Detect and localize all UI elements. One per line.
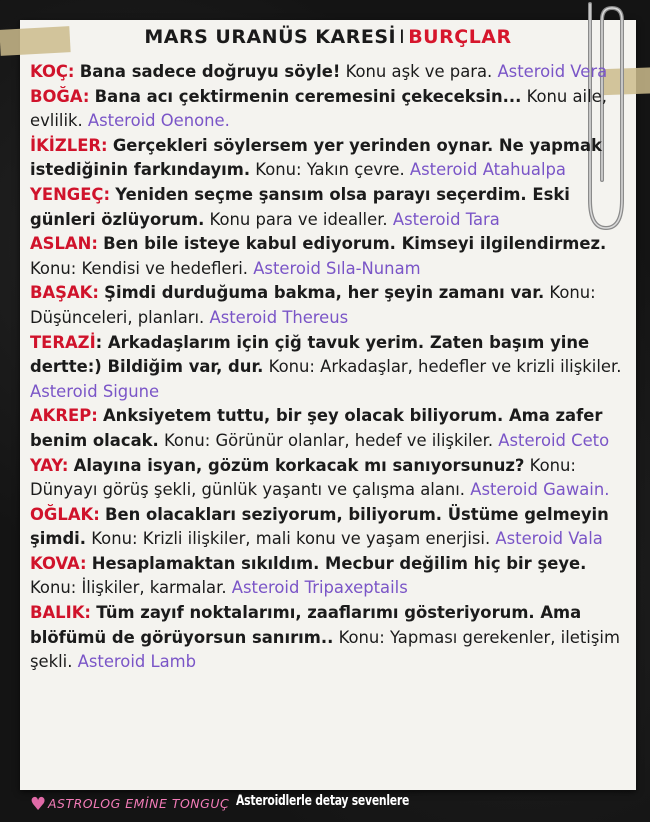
sign-topic: Konu: İlişkiler, karmalar. [30,578,227,598]
sign-entry [30,503,632,552]
sign-name: YENGEÇ: [30,184,111,204]
footer-tagline: Asteroidlerle detay sevenlere [236,793,410,809]
sign-entry [30,552,632,601]
title-separator: I [399,26,406,48]
sign-quote: Hesaplamaktan sıkıldım. Mecbur değilim hiç bir şeye. [91,553,587,573]
sign-entry [30,232,632,281]
heart-icon: ♥ [30,794,47,815]
sign-asteroid: Asteroid Tara [392,209,500,229]
sign-quote: Ben olacakları seziyorum, biliyorum. Üstüme gelmeyin şimdi. [30,504,609,549]
sign-entry [30,281,632,330]
sign-topic: Konu: Düşünceleri, planları. [30,283,596,327]
sign-asteroid: Asteroid Atahualpa [409,160,566,180]
sign-entry [30,60,632,85]
sign-quote: Gerçekleri söylersem yer yerinden oynar. Ne yapmak istediğinin farkındayım. [30,135,602,180]
sign-asteroid: Asteroid Tripaxeptails [231,578,408,598]
sign-name: BALIK: [30,603,91,623]
sign-entry [30,134,632,183]
sign-name: YAY: [30,455,69,475]
sign-quote: Yeniden seçme şansım olsa parayı seçerdim. Eski günleri özlüyorum. [30,184,570,229]
sign-name: AKREP: [30,406,98,426]
sign-asteroid: Asteroid Oenone. [87,111,230,131]
sign-topic: Konu: Yakın çevre. [255,160,405,180]
sign-asteroid: Asteroid Thereus [209,307,349,327]
sign-entry [30,454,632,503]
sign-quote: Tüm zayıf noktalarımı, zaaflarımı gösteriyorum. Ama blöfümü de görüyorsun sanırım.. [30,603,582,647]
sign-topic: Konu: Krizli ilişkiler, mali konu ve yaşam enerjisi. [91,529,491,549]
sign-topic: Konu aile, evlilik. [30,86,607,131]
sign-name: İKİZLER: [30,135,108,155]
author-signature: ASTROLOG EMİNE TONGUÇ [48,796,230,811]
sign-entry [30,404,632,453]
sign-name: KOVA: [30,553,87,573]
sign-asteroid: Asteroid Sıla-Nunam [253,258,421,278]
sign-topic: Konu: Arkadaşlar, hedefler ve krizli ilişkiler. [268,357,622,377]
sign-topic: Konu aşk ve para. [345,62,493,81]
sign-topic: Konu: Yapması gerekenler, iletişim şekli. [30,627,620,672]
sign-topic: Konu: Görünür olanlar, hedef ve ilişkiler. [163,430,494,450]
sign-asteroid: Asteroid Vera [497,62,608,81]
sign-name: BAŞAK: [30,283,99,303]
title-accent: BURÇLAR [408,26,512,48]
sign-list [30,60,632,675]
sign-topic: Konu: Dünyayı görüş şekli, günlük yaşantı ve çalışma alanı. [30,455,576,500]
sign-asteroid: Asteroid Gawain. [470,480,610,500]
sign-topic: Konu para ve idealler. [209,209,388,229]
sign-asteroid: Asteroid Lamb [77,652,197,672]
sign-quote: Ben bile isteye kabul ediyorum. Kimseyi ilgilendirmez. [103,234,607,254]
sign-quote: Alayına isyan, gözüm korkacak mı sanıyorsunuz? [73,455,525,475]
footer [0,792,650,816]
sign-name: ASLAN: [30,234,98,254]
sign-entry [30,183,632,232]
sign-name: KOÇ: [30,62,75,81]
sign-asteroid: Asteroid Vala [495,529,603,549]
sign-asteroid: Asteroid Sigune [30,381,160,401]
sign-asteroid: Asteroid Ceto [498,430,610,450]
sign-quote: Bana acı çektirmenin ceremesini çekeceksin... [94,86,522,106]
sign-name: OĞLAK: [30,504,100,524]
sign-quote: : Arkadaşlarım için çiğ tavuk yerim. Zaten başım yine dertte:) Bildiğim var, dur. [30,332,590,377]
title-main: MARS URANÜS KARESİ [144,26,397,48]
sign-quote: Şimdi durduğuma bakma, her şeyin zamanı var. [104,283,545,303]
sign-name: BOĞA: [30,86,90,106]
sign-quote: Bana sadece doğruyu söyle! [79,62,341,81]
sign-name: TERAZİ [30,332,96,352]
sign-entry [30,601,632,675]
sign-quote: Anksiyetem tuttu, bir şey olacak biliyorum. Ama zafer benim olacak. [30,406,603,450]
page-title [20,26,636,48]
sign-topic: Konu: Kendisi ve hedefleri. [30,258,248,278]
sign-entry [30,331,632,405]
sign-entry [30,85,632,134]
